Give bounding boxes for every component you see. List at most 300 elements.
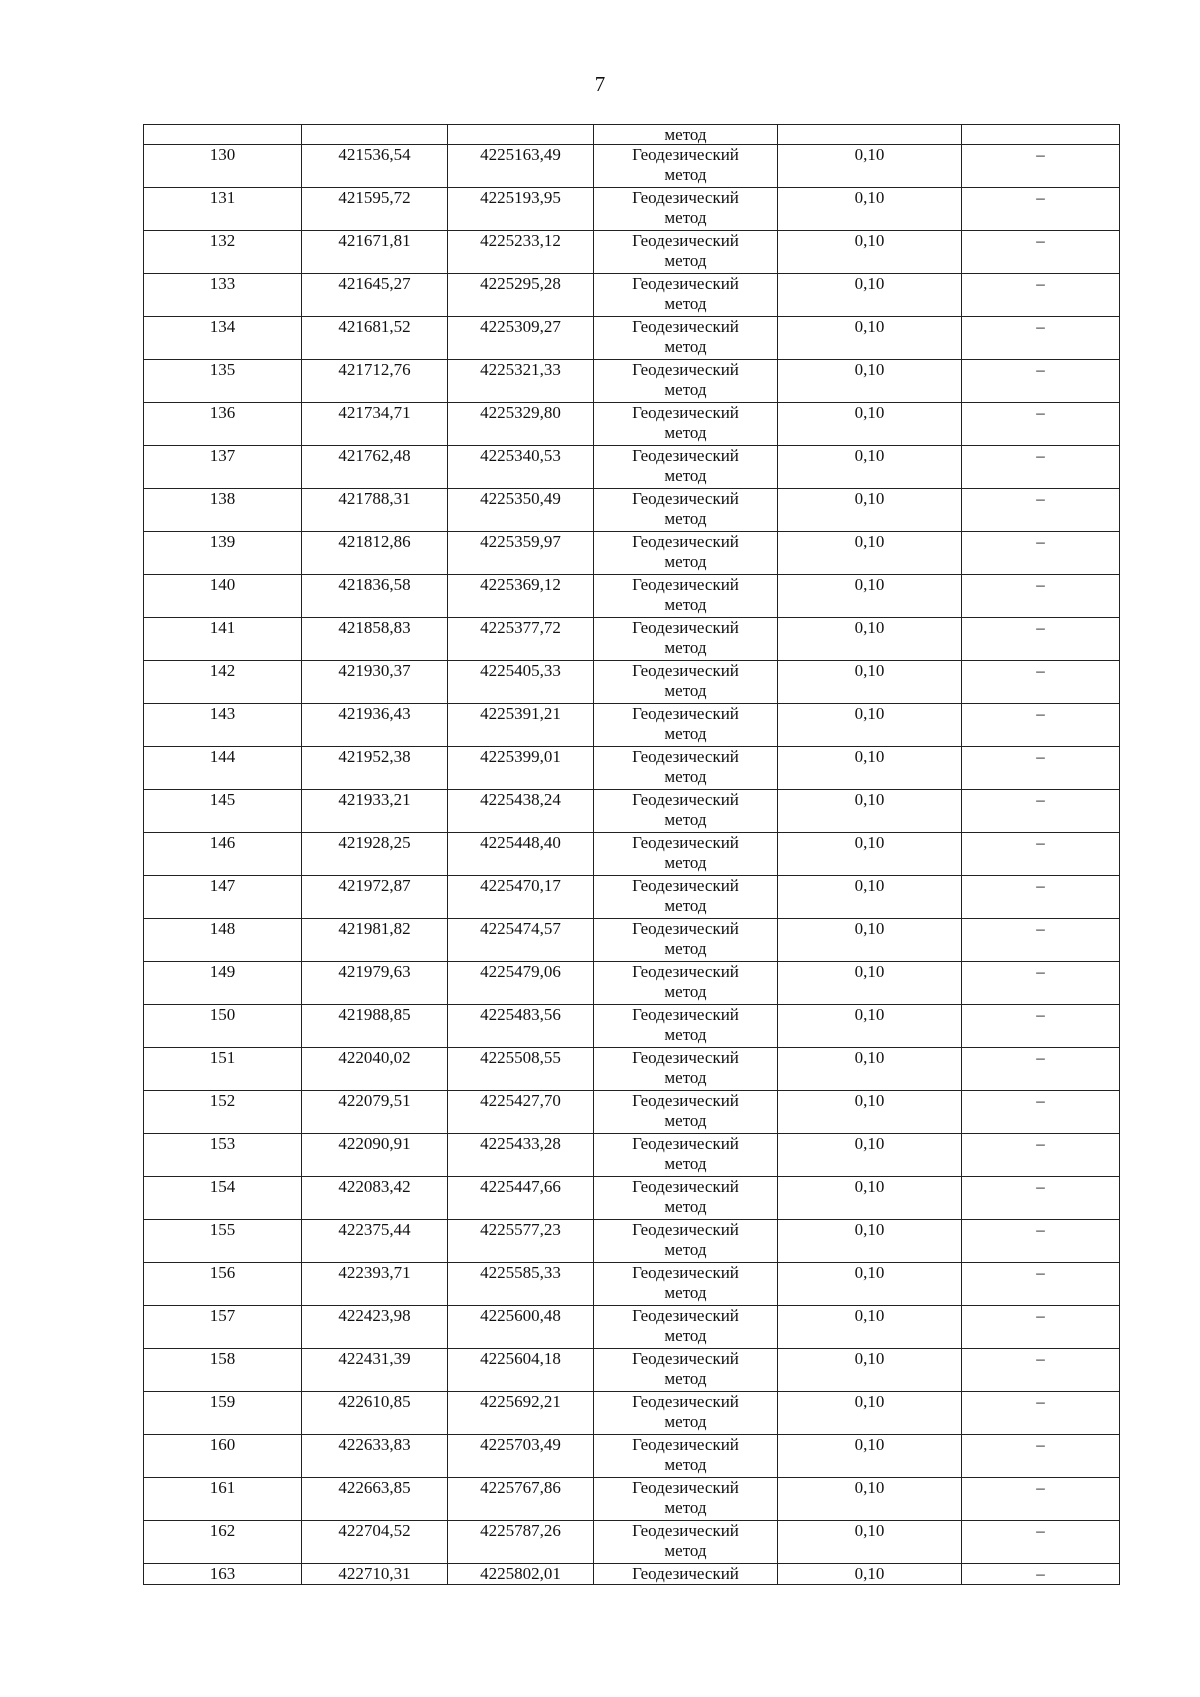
cell-method [594,489,778,532]
cell-point-number: 159 [144,1392,302,1435]
cell-method [594,145,778,188]
cell-method [594,747,778,790]
cell-x: 421812,86 [302,532,448,575]
cell-accuracy: 0,10 [778,962,962,1005]
method-line-2: метод [664,251,707,270]
cell-method [594,1048,778,1091]
cell-x: 421762,48 [302,446,448,489]
cell-point-number: 149 [144,962,302,1005]
cell-method [594,231,778,274]
cell-y: 4225692,21 [448,1392,594,1435]
cell-x: 421671,81 [302,231,448,274]
cell-method [594,1134,778,1177]
method-line-2: метод [664,1369,707,1388]
cell-point-number: 146 [144,833,302,876]
cell-method [594,317,778,360]
table-row [144,1005,1120,1048]
cell-accuracy: 0,10 [778,1048,962,1091]
cell-x: 421788,31 [302,489,448,532]
method-line-1: Геодезический [632,1306,739,1325]
method-line-2: метод [664,1154,707,1173]
cell-x: 421988,85 [302,1005,448,1048]
cell-note: – [962,489,1120,532]
table-row [144,704,1120,747]
page-number: 7 [594,72,606,96]
cell-y: 4225427,70 [448,1091,594,1134]
cell-x: 422375,44 [302,1220,448,1263]
table-row [144,1048,1120,1091]
table-row [144,876,1120,919]
cell-note [962,125,1120,145]
cell-method [594,532,778,575]
cell-note: – [962,575,1120,618]
table-row [144,833,1120,876]
method-line-1: Геодезический [632,661,739,680]
cell-note: – [962,1521,1120,1564]
cell-method [594,1392,778,1435]
cell-accuracy: 0,10 [778,446,962,489]
method-line-2: метод [664,423,707,442]
table-row [144,919,1120,962]
method-line-2: метод [664,1412,707,1431]
cell-method [594,962,778,1005]
method-line-2: метод [664,1240,707,1259]
method-line-1: Геодезический [632,1048,739,1067]
cell-x: 422704,52 [302,1521,448,1564]
method-line-2: метод [664,294,707,313]
cell-x: 422083,42 [302,1177,448,1220]
cell-accuracy: 0,10 [778,360,962,403]
method-line-1: Геодезический [632,145,739,164]
cell-note: – [962,446,1120,489]
cell-note: – [962,403,1120,446]
cell-y: 4225703,49 [448,1435,594,1478]
cell-y: 4225391,21 [448,704,594,747]
cell-x: 422710,31 [302,1564,448,1585]
cell-y: 4225340,53 [448,446,594,489]
cell-y: 4225405,33 [448,661,594,704]
cell-point-number: 130 [144,145,302,188]
method-line-2: метод [664,810,707,829]
cell-point-number: 134 [144,317,302,360]
cell-accuracy: 0,10 [778,231,962,274]
cell-x: 421536,54 [302,145,448,188]
cell-note: – [962,274,1120,317]
cell-accuracy: 0,10 [778,876,962,919]
cell-note: – [962,661,1120,704]
method-line-1: Геодезический [632,1392,739,1411]
cell-accuracy: 0,10 [778,1306,962,1349]
cell-note: – [962,1392,1120,1435]
method-line-2: метод [664,208,707,227]
cell-point-number: 160 [144,1435,302,1478]
cell-method: Геодезический [594,1564,778,1585]
table-row [144,1392,1120,1435]
method-line-1: Геодезический [632,446,739,465]
cell-y: 4225309,27 [448,317,594,360]
method-line-1: Геодезический [632,1478,739,1497]
cell-x: 422090,91 [302,1134,448,1177]
cell-accuracy: 0,10 [778,532,962,575]
cell-method [594,1091,778,1134]
cell-accuracy: 0,10 [778,833,962,876]
cell-note: – [962,532,1120,575]
table-row [144,747,1120,790]
cell-x: 421681,52 [302,317,448,360]
cell-accuracy: 0,10 [778,1564,962,1585]
cell-point-number: 152 [144,1091,302,1134]
table-row [144,317,1120,360]
cell-accuracy: 0,10 [778,1134,962,1177]
method-line-2: метод [664,1283,707,1302]
table-row [144,661,1120,704]
method-line-1: Геодезический [632,1521,739,1540]
cell-x: 422431,39 [302,1349,448,1392]
cell-accuracy: 0,10 [778,403,962,446]
cell-point-number: 135 [144,360,302,403]
cell-point-number: 143 [144,704,302,747]
table-row [144,1263,1120,1306]
cell-accuracy: 0,10 [778,1091,962,1134]
cell-x: 421712,76 [302,360,448,403]
cell-x: 421930,37 [302,661,448,704]
table-row [144,1306,1120,1349]
cell-note: – [962,704,1120,747]
coordinates-table [143,124,1120,1585]
table-row [144,1134,1120,1177]
cell-note: – [962,360,1120,403]
cell-y: 4225329,80 [448,403,594,446]
cell-accuracy: 0,10 [778,1263,962,1306]
method-line-1: Геодезический [632,231,739,250]
cell-note: – [962,188,1120,231]
cell-y: 4225604,18 [448,1349,594,1392]
cell-method [594,790,778,833]
table-row [144,274,1120,317]
cell-method [594,1220,778,1263]
cell-note: – [962,145,1120,188]
cell-accuracy: 0,10 [778,1521,962,1564]
cell-y: 4225369,12 [448,575,594,618]
method-line-1: Геодезический [632,876,739,895]
method-line-1: Геодезический [632,790,739,809]
table-row [144,1177,1120,1220]
cell-point-number: 161 [144,1478,302,1521]
method-line-2: метод [664,638,707,657]
cell-method [594,188,778,231]
cell-note: – [962,790,1120,833]
method-line-2: метод [664,1197,707,1216]
cell-y: 4225767,86 [448,1478,594,1521]
cell-y: 4225600,48 [448,1306,594,1349]
table-row [144,1220,1120,1263]
cell-y: 4225577,23 [448,1220,594,1263]
table-row [144,489,1120,532]
cell-x: 422079,51 [302,1091,448,1134]
table-row [144,1435,1120,1478]
cell-y: 4225474,57 [448,919,594,962]
method-line-1: Геодезический [632,747,739,766]
cell-note: – [962,1091,1120,1134]
method-line-1: Геодезический [632,962,739,981]
cell-y: 4225470,17 [448,876,594,919]
cell-y: 4225483,56 [448,1005,594,1048]
cell-note: – [962,1306,1120,1349]
cell-method [594,360,778,403]
method-line-1: Геодезический [632,403,739,422]
cell-method [594,1005,778,1048]
cell-note: – [962,231,1120,274]
cell-note: – [962,833,1120,876]
method-line-2: метод [664,1326,707,1345]
cell-point-number: 162 [144,1521,302,1564]
method-line-1: Геодезический [632,274,739,293]
cell-point-number: 140 [144,575,302,618]
cell-x: 421933,21 [302,790,448,833]
method-line-2: метод [664,853,707,872]
cell-point-number: 163 [144,1564,302,1585]
cell-note: – [962,919,1120,962]
cell-note: – [962,618,1120,661]
cell-y: 4225163,49 [448,145,594,188]
cell-method [594,274,778,317]
cell-y: 4225802,01 [448,1564,594,1585]
cell-x: 421734,71 [302,403,448,446]
cell-accuracy: 0,10 [778,188,962,231]
cell-point-number: 133 [144,274,302,317]
method-line-1: Геодезический [632,1005,739,1024]
method-line-1: Геодезический [632,618,739,637]
cell-accuracy: 0,10 [778,704,962,747]
cell-method [594,919,778,962]
cell-point-number [144,125,302,145]
cell-method [594,661,778,704]
cell-accuracy [778,125,962,145]
method-line-2: метод [664,982,707,1001]
method-line-2: метод [664,724,707,743]
cell-point-number: 139 [144,532,302,575]
cell-method [594,1435,778,1478]
table-row [144,446,1120,489]
cell-x: 421936,43 [302,704,448,747]
method-line-2: метод [664,1068,707,1087]
cell-x [302,125,448,145]
cell-method [594,446,778,489]
method-line-1: Геодезический [632,1134,739,1153]
cell-note: – [962,1435,1120,1478]
cell-point-number: 136 [144,403,302,446]
method-line-2: метод [664,165,707,184]
cell-y: 4225295,28 [448,274,594,317]
cell-note: – [962,747,1120,790]
cell-accuracy: 0,10 [778,1177,962,1220]
cell-note: – [962,1220,1120,1263]
cell-accuracy: 0,10 [778,575,962,618]
method-line-1: Геодезический [632,317,739,336]
cell-note: – [962,876,1120,919]
cell-method [594,403,778,446]
cell-note: – [962,962,1120,1005]
cell-note: – [962,1005,1120,1048]
cell-x: 421836,58 [302,575,448,618]
cell-point-number: 157 [144,1306,302,1349]
method-line-1: Геодезический [632,919,739,938]
method-line-1: Геодезический [632,1263,739,1282]
method-line-1: Геодезический [632,360,739,379]
cell-method [594,1263,778,1306]
cell-x: 421979,63 [302,962,448,1005]
table-row [144,1521,1120,1564]
method-line-2: метод [664,509,707,528]
cell-point-number: 145 [144,790,302,833]
cell-y: 4225787,26 [448,1521,594,1564]
table-row [144,231,1120,274]
cell-x: 421928,25 [302,833,448,876]
cell-x: 422610,85 [302,1392,448,1435]
method-line-1: Геодезический [632,833,739,852]
table-row [144,575,1120,618]
cell-point-number: 154 [144,1177,302,1220]
method-line-2: метод [664,1455,707,1474]
method-line-2: метод [664,1498,707,1517]
cell-x: 422393,71 [302,1263,448,1306]
method-line-1: Геодезический [632,532,739,551]
cell-accuracy: 0,10 [778,661,962,704]
cell-accuracy: 0,10 [778,317,962,360]
cell-y: 4225447,66 [448,1177,594,1220]
cell-accuracy: 0,10 [778,489,962,532]
cell-y: 4225433,28 [448,1134,594,1177]
cell-method [594,575,778,618]
method-line-2: метод [664,380,707,399]
cell-note: – [962,1177,1120,1220]
cell-note: – [962,317,1120,360]
method-line-1: Геодезический [632,575,739,594]
method-line-2: метод [664,466,707,485]
cell-point-number: 158 [144,1349,302,1392]
cell-point-number: 142 [144,661,302,704]
cell-point-number: 131 [144,188,302,231]
cell-y [448,125,594,145]
cell-note: – [962,1048,1120,1091]
cell-method [594,618,778,661]
cell-y: 4225377,72 [448,618,594,661]
method-line-1: Геодезический [632,1177,739,1196]
method-line-1: Геодезический [632,489,739,508]
cell-method [594,1349,778,1392]
method-line-1: Геодезический [632,704,739,723]
cell-point-number: 155 [144,1220,302,1263]
cell-y: 4225438,24 [448,790,594,833]
cell-accuracy: 0,10 [778,1435,962,1478]
table-row [144,532,1120,575]
cell-accuracy: 0,10 [778,747,962,790]
cell-accuracy: 0,10 [778,274,962,317]
table-row [144,1478,1120,1521]
cell-y: 4225479,06 [448,962,594,1005]
cell-method [594,1478,778,1521]
table-row [144,962,1120,1005]
cell-point-number: 144 [144,747,302,790]
cell-x: 422663,85 [302,1478,448,1521]
method-line-1: Геодезический [632,1220,739,1239]
method-line-2: метод [664,939,707,958]
cell-x: 421645,27 [302,274,448,317]
cell-x: 421981,82 [302,919,448,962]
cell-note: – [962,1134,1120,1177]
cell-point-number: 150 [144,1005,302,1048]
cell-y: 4225359,97 [448,532,594,575]
cell-method [594,704,778,747]
method-line-2: метод [664,552,707,571]
cell-note: – [962,1263,1120,1306]
method-line-1: Геодезический [632,1435,739,1454]
cell-point-number: 141 [144,618,302,661]
method-line-1: Геодезический [632,1091,739,1110]
cell-accuracy: 0,10 [778,1005,962,1048]
cell-note: – [962,1349,1120,1392]
table-row [144,145,1120,188]
cell-y: 4225448,40 [448,833,594,876]
cell-point-number: 148 [144,919,302,962]
method-line-2: метод [664,337,707,356]
cell-y: 4225350,49 [448,489,594,532]
cell-y: 4225585,33 [448,1263,594,1306]
cell-accuracy: 0,10 [778,145,962,188]
cell-accuracy: 0,10 [778,1392,962,1435]
cell-point-number: 153 [144,1134,302,1177]
table-row [144,790,1120,833]
cell-x: 422040,02 [302,1048,448,1091]
cell-note: – [962,1564,1120,1585]
table-row [144,1091,1120,1134]
table-row [144,1564,1120,1585]
cell-method [594,1177,778,1220]
method-line-1: Геодезический [632,1349,739,1368]
cell-method [594,876,778,919]
cell-accuracy: 0,10 [778,1349,962,1392]
cell-y: 4225321,33 [448,360,594,403]
cell-y: 4225233,12 [448,231,594,274]
method-line-2: метод [664,1111,707,1130]
cell-accuracy: 0,10 [778,919,962,962]
cell-point-number: 138 [144,489,302,532]
cell-x: 421858,83 [302,618,448,661]
method-line-2: метод [664,595,707,614]
method-line-1: Геодезический [632,188,739,207]
table-row [144,618,1120,661]
cell-accuracy: 0,10 [778,790,962,833]
table-row [144,1349,1120,1392]
method-line-2: метод [664,896,707,915]
table-row [144,403,1120,446]
cell-point-number: 147 [144,876,302,919]
cell-point-number: 132 [144,231,302,274]
cell-x: 421595,72 [302,188,448,231]
cell-point-number: 156 [144,1263,302,1306]
cell-y: 4225193,95 [448,188,594,231]
table-row-continued [144,125,1120,145]
table-row [144,188,1120,231]
cell-x: 422423,98 [302,1306,448,1349]
cell-note: – [962,1478,1120,1521]
cell-y: 4225399,01 [448,747,594,790]
cell-x: 421972,87 [302,876,448,919]
method-line-2: метод [664,1025,707,1044]
cell-accuracy: 0,10 [778,1478,962,1521]
table-row [144,360,1120,403]
cell-method [594,833,778,876]
